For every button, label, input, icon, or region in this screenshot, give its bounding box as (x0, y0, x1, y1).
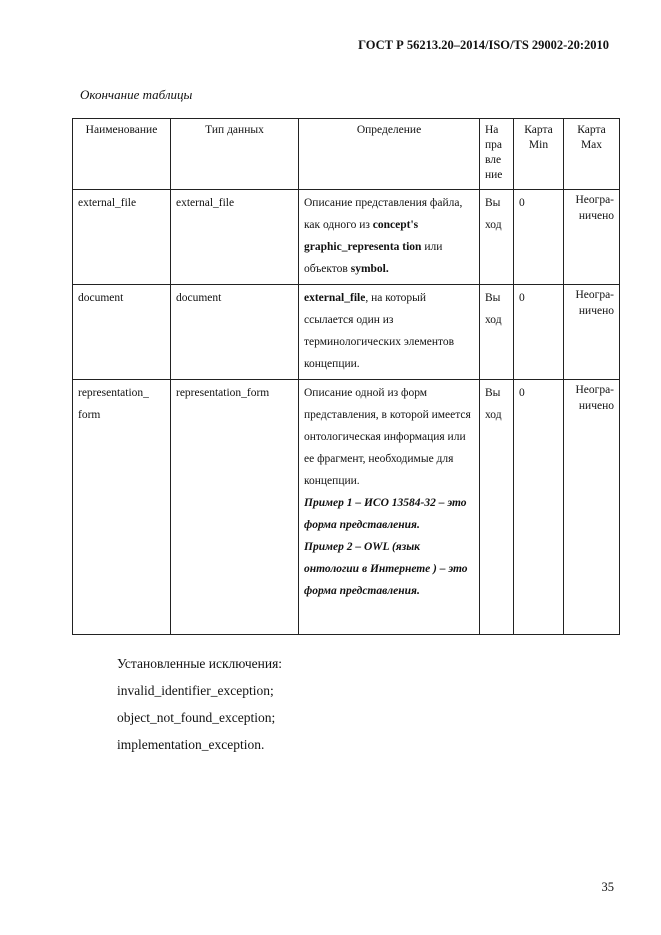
table-caption: Окончание таблицы (80, 87, 193, 102)
cell-max (564, 285, 620, 380)
cell-type: representation_form (171, 380, 299, 635)
exception-item: object_not_found_exception; (117, 710, 276, 725)
table-row (73, 285, 620, 380)
cell-type: document (171, 285, 299, 380)
cell-max (564, 380, 620, 635)
document-header: ГОСТ Р 56213.20–2014/ISO/TS 29002-20:2010 (358, 38, 609, 52)
table-row (73, 380, 620, 635)
cell-direction: Вы ход (480, 380, 514, 635)
definition-term: symbol. (350, 263, 389, 275)
exception-item: invalid_identifier_exception; (117, 683, 274, 698)
cell-direction: Вы ход (480, 285, 514, 380)
definition-example-1: Пример 1 – ИСО 13584-32 – это форма представления. (304, 497, 467, 531)
max-text: Неогра-ничено (575, 289, 614, 317)
exception-item: implementation_exception. (117, 737, 265, 752)
cell-max (564, 190, 620, 285)
page-number: 35 (601, 880, 614, 894)
definition-text: или объектов (304, 241, 443, 275)
definition-term: external_file (304, 292, 366, 304)
cell-definition (299, 285, 480, 380)
table-header-row (73, 119, 620, 190)
max-text: Неогра-ничено (575, 384, 614, 412)
column-header-name: Наименование (73, 119, 171, 190)
max-text: Неогра-ничено (575, 194, 614, 222)
cell-definition (299, 380, 480, 635)
definition-text: , на который ссылается один из терминологических элементов концепции. (304, 292, 455, 370)
exceptions-title: Установленные исключения: (117, 656, 283, 671)
column-header-type: Тип данных (171, 119, 299, 190)
definition-example-2: Пример 2 – OWL (язык онтологии в Интернете ) – это форма представления. (304, 541, 468, 597)
cell-min: 0 (514, 380, 564, 635)
exceptions-block (117, 650, 282, 758)
definition-text: Описание одной из форм представления, в которой имеется онтологическая информация или ее фрагмент, необходимые для концепции. (304, 387, 471, 487)
cell-name: document (73, 285, 171, 380)
cell-type: external_file (171, 190, 299, 285)
cell-name: representation_ form (73, 380, 171, 635)
cell-min: 0 (514, 190, 564, 285)
cell-name: external_file (73, 190, 171, 285)
cell-definition (299, 190, 480, 285)
cell-min: 0 (514, 285, 564, 380)
column-header-definition: Определение (299, 119, 480, 190)
definition-text: Описание представления файла, как одного из (304, 197, 463, 231)
cell-direction: Вы ход (480, 190, 514, 285)
column-header-direction: На пра вле ние (480, 119, 514, 190)
definition-term: concept's graphic_representa tion (304, 219, 422, 253)
table-row (73, 190, 620, 285)
attributes-table (72, 118, 620, 635)
column-header-max: Карта Max (564, 119, 620, 190)
column-header-min: Карта Min (514, 119, 564, 190)
